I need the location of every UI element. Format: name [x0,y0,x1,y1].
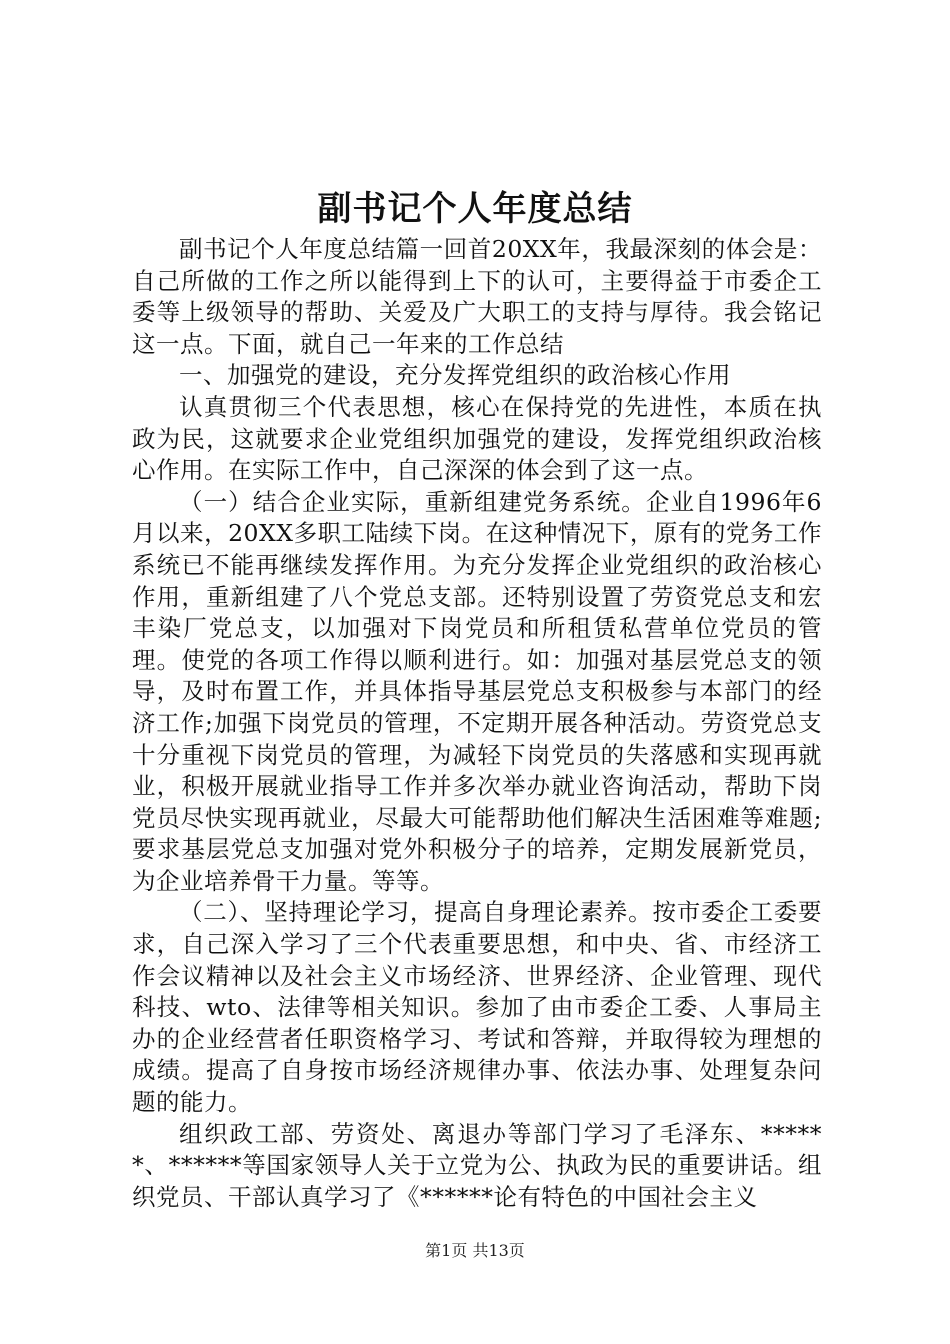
paragraph: 组织政工部、劳资处、离退办等部门学习了毛泽东、******、******等国家领导人关于立党为公、执政为民的重要讲话。组织党员、干部认真学习了《******论有特色的中国社会主义 [132,1119,822,1211]
document-body [132,234,822,1213]
document-title: 副书记个人年度总结 [317,189,633,229]
page-number: 第1页 共13页 [425,1241,525,1260]
paragraph: （二）、坚持理论学习，提高自身理论素养。按市委企工委要求，自己深入学习了三个代表重要思想，和中央、省、市经济工作会议精神以及社会主义市场经济、世界经济、企业管理、现代科技、wto、法律等相关知识。参加了由市委企工委、人事局主办的企业经营者任职资格学习、考试和答辩，并取得较为理想的成绩。提高了自身按市场经济规律办事、依法办事、处理复杂问题的能力。 [132,898,822,1117]
paragraph: 认真贯彻三个代表思想，核心在保持党的先进性，本质在执政为民，这就要求企业党组织加强党的建设，发挥党组织政治核心作用。在实际工作中，自己深深的体会到了这一点。 [132,392,822,485]
paragraph: （一）结合企业实际，重新组建党务系统。企业自1996年6月以来，20XX多职工陆续下岗。在这种情况下，原有的党务工作系统已不能再继续发挥作用。为充分发挥企业党组织的政治核心作用，重新组建了八个党总支部。还特别设置了劳资党总支和宏丰染厂党总支，以加强对下岗党员和所租赁私营单位党员的管理。使党的各项工作得以顺利进行。如：加强对基层党总支的领导，及时布置工作，并具体指导基层党总支积极参与本部门的经济工作;加强下岗党员的管理，不定期开展各种活动。劳资党总支十分重视下岗党员的管理，为减轻下岗党员的失落感和实现再就业，积极开展就业指导工作并多次举办就业咨询活动，帮助下岗党员尽快实现再就业，尽最大可能帮助他们解决生活困难等难题;要求基层党总支加强对党外积极分子的培养，定期发展新党员，为企业培养骨干力量。等等。 [132,487,822,895]
section-heading: 一、加强党的建设，充分发挥党组织的政治核心作用 [179,361,731,390]
paragraph-intro: 副书记个人年度总结篇一回首20XX年，我最深刻的体会是：自己所做的工作之所以能得到上下的认可，主要得益于市委企工委等上级领导的帮助、关爱及广大职工的支持与厚待。我会铭记这一点。下面，就自己一年来的工作总结 [132,235,822,358]
